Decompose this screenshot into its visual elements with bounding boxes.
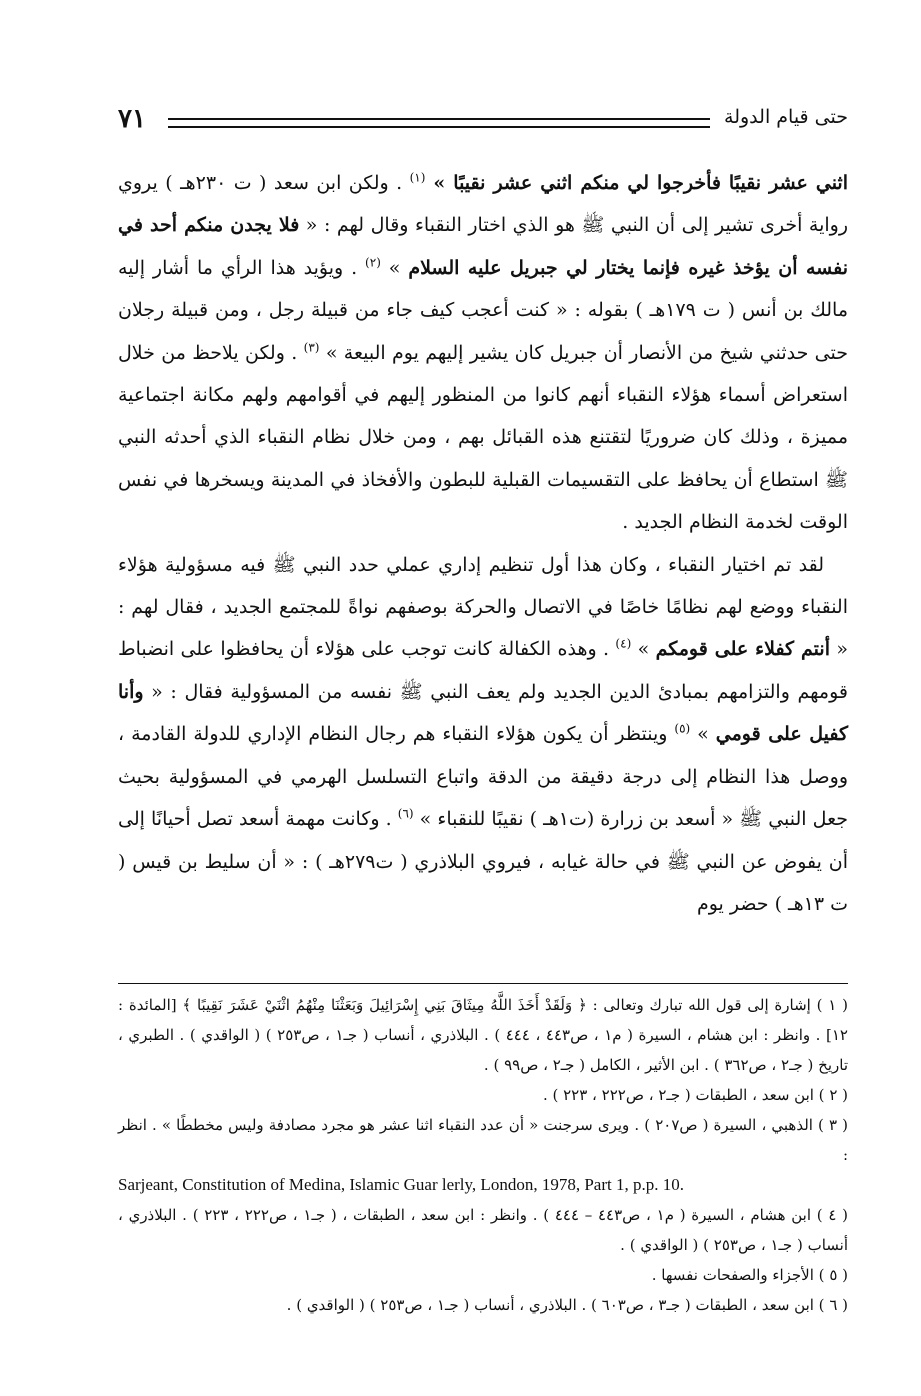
text-run: لقد تم اختيار النقباء ، وكان هذا أول تنظيم إداري عملي حدد النبي ﷺ فيه مسؤولية هؤلاء النقباء ووضع لهم نظامًا خاصًا في الاتصال والحركة بوصفهم نواةً للمجتمع الجديد ، فقال لهم : « — [118, 553, 848, 661]
footnote: ( ٦ ) ابن سعد ، الطبقات ( جـ٣ ، ص٦٠٣ ) . البلاذري ، أنساب ( جـ١ ، ص٢٥٣ ) ( الواقدي ) . — [286, 1296, 848, 1314]
text-run: . وكانت مهمة أسعد تصل أحيانًا إلى أن يفوض عن النبي ﷺ في حالة غيابه ، فيروي البلاذري ( ت٢٧٩هـ ) : « أن سليط بن قيس ( ت ١٣هـ ) حضر يوم — [118, 808, 848, 915]
footnote-ref: (٢) — [365, 255, 381, 270]
footnote: Sarjeant, Constitution of Medina, Islamic Guar lerly, London, 1978, Part 1, p.p. 10. — [118, 1175, 684, 1194]
text-run: » — [631, 638, 656, 661]
running-title: حتى قيام الدولة — [724, 106, 848, 128]
quoted-text: اثني عشر نقيبًا فأخرجوا لي منكم اثني عشر نقيبًا » — [425, 172, 848, 194]
quoted-text: فلا يجدن منكم أحد في نفسه أن يؤخذ غيره فإنما يختار لي جبريل عليه السلام — [118, 214, 848, 279]
paragraph-1 — [118, 162, 848, 544]
text-run: . ويؤيد هذا الرأي ما أشار إليه مالك بن أنس ( ت ١٧٩هـ ) بقوله : « كنت أعجب كيف جاء من قبيلة رجل ، ومن قبيلة رجلان حتى حدثني شيخ من الأنصار أن جبريل كان يشير إليهم يوم البيعة » — [118, 256, 848, 364]
text-run: وينتظر أن يكون هؤلاء النقباء هم رجال النظام الإداري للدولة القادمة ، ووصل هذا النظام إلى درجة دقيقة من الدقة واتباع التسلسل الهرمي في المسؤولية بحيث جعل النبي ﷺ « أسعد بن زرارة (ت١هـ ) نقيبًا للنقباء » — [118, 723, 848, 831]
footnote: ( ٢ ) ابن سعد ، الطبقات ( جـ٢ ، ص٢٢٢ ، ٢٢٣ ) . — [542, 1086, 848, 1104]
main-text — [118, 162, 848, 925]
footnote: ( ٣ ) الذهبي ، السيرة ( ص٢٠٧ ) . ويرى سرجنت « أن عدد النقباء اثنا عشر هو مجرد مصادفة وليس مخططًا » . انظر : — [118, 1116, 848, 1164]
header-rule — [168, 118, 710, 128]
quoted-text: أنتم كفلاء على قومكم — [655, 638, 830, 661]
text-run: » — [380, 256, 409, 279]
footnote-ref: (٥) — [674, 721, 691, 736]
page-number: ٧١ — [118, 104, 146, 134]
footnote-ref: (٤) — [615, 637, 632, 652]
footnote-separator — [118, 983, 848, 984]
footnotes — [118, 990, 848, 1320]
text-run: . ولكن ابن سعد ( ت ٢٣٠هـ ) يروي رواية أخرى تشير إلى أن النبي ﷺ هو الذي اختار النقباء وقال لهم : « — [118, 172, 848, 237]
footnote: ( ١ ) إشارة إلى قول الله تبارك وتعالى : ﴿ وَلَقَدْ أَخَذَ اللَّهُ مِيثَاقَ بَنِي إِسْرَائِيلَ وَبَعَثْنَا مِنْهُمُ اثْنَيْ عَشَرَ نَقِيبًا ﴾ [المائدة : ١٢] . وانظر : ابن هشام ، السيرة ( م١ ، ص٤٤٣ ، ٤٤٤ ) . البلاذري ، أنساب ( جـ١ ، ص٢٥٣ ) ( الواقدي ) . الطبري ، تاريخ ( جـ٢ ، ص٣٦٢ ) . ابن الأثير ، الكامل ( جـ٢ ، ص٩٩ ) . — [118, 996, 848, 1074]
quoted-text: وأنا كفيل على قومي — [118, 680, 848, 746]
text-run: . ولكن يلاحظ من خلال استعراض أسماء هؤلاء النقباء أنهم كانوا من المنظور إليهم في أقوامهم ولهم مكانة اجتماعية مميزة ، وذلك كان ضروريًا لتقتنع هذه القبائل بهم ، ومن خلال نظام النقباء الذي أحدثه النبي ﷺ استطاع أن يحافظ على التقسيمات القبلية للبطون والأفخاذ في المدينة ويسخرها في نفس الوقت لخدمة النظام الجديد . — [118, 341, 848, 534]
text-run: . وهذه الكفالة كانت توجب على هؤلاء أن يحافظوا على انضباط قومهم والتزامهم بمبادئ الدين الجديد ولم يعف النبي ﷺ نفسه من المسؤولية فقال : « — [118, 638, 848, 703]
page-header — [118, 104, 848, 144]
footnote: ( ٥ ) الأجزاء والصفحات نفسها . — [651, 1266, 848, 1284]
footnote-ref: (٦) — [397, 806, 414, 821]
footnote-ref: (٣) — [303, 340, 320, 355]
footnote-ref: (١) — [409, 170, 426, 185]
paragraph-2 — [118, 544, 848, 926]
text-run: » — [690, 723, 716, 746]
footnote: ( ٤ ) ابن هشام ، السيرة ( م١ ، ص٤٤٣ – ٤٤٤ ) . وانظر : ابن سعد ، الطبقات ، ( جـ١ ، ص٢٢٢ ، ٢٢٣ ) . البلاذري ، أنساب ( جـ١ ، ص٢٥٣ ) ( الواقدي ) . — [118, 1206, 848, 1254]
